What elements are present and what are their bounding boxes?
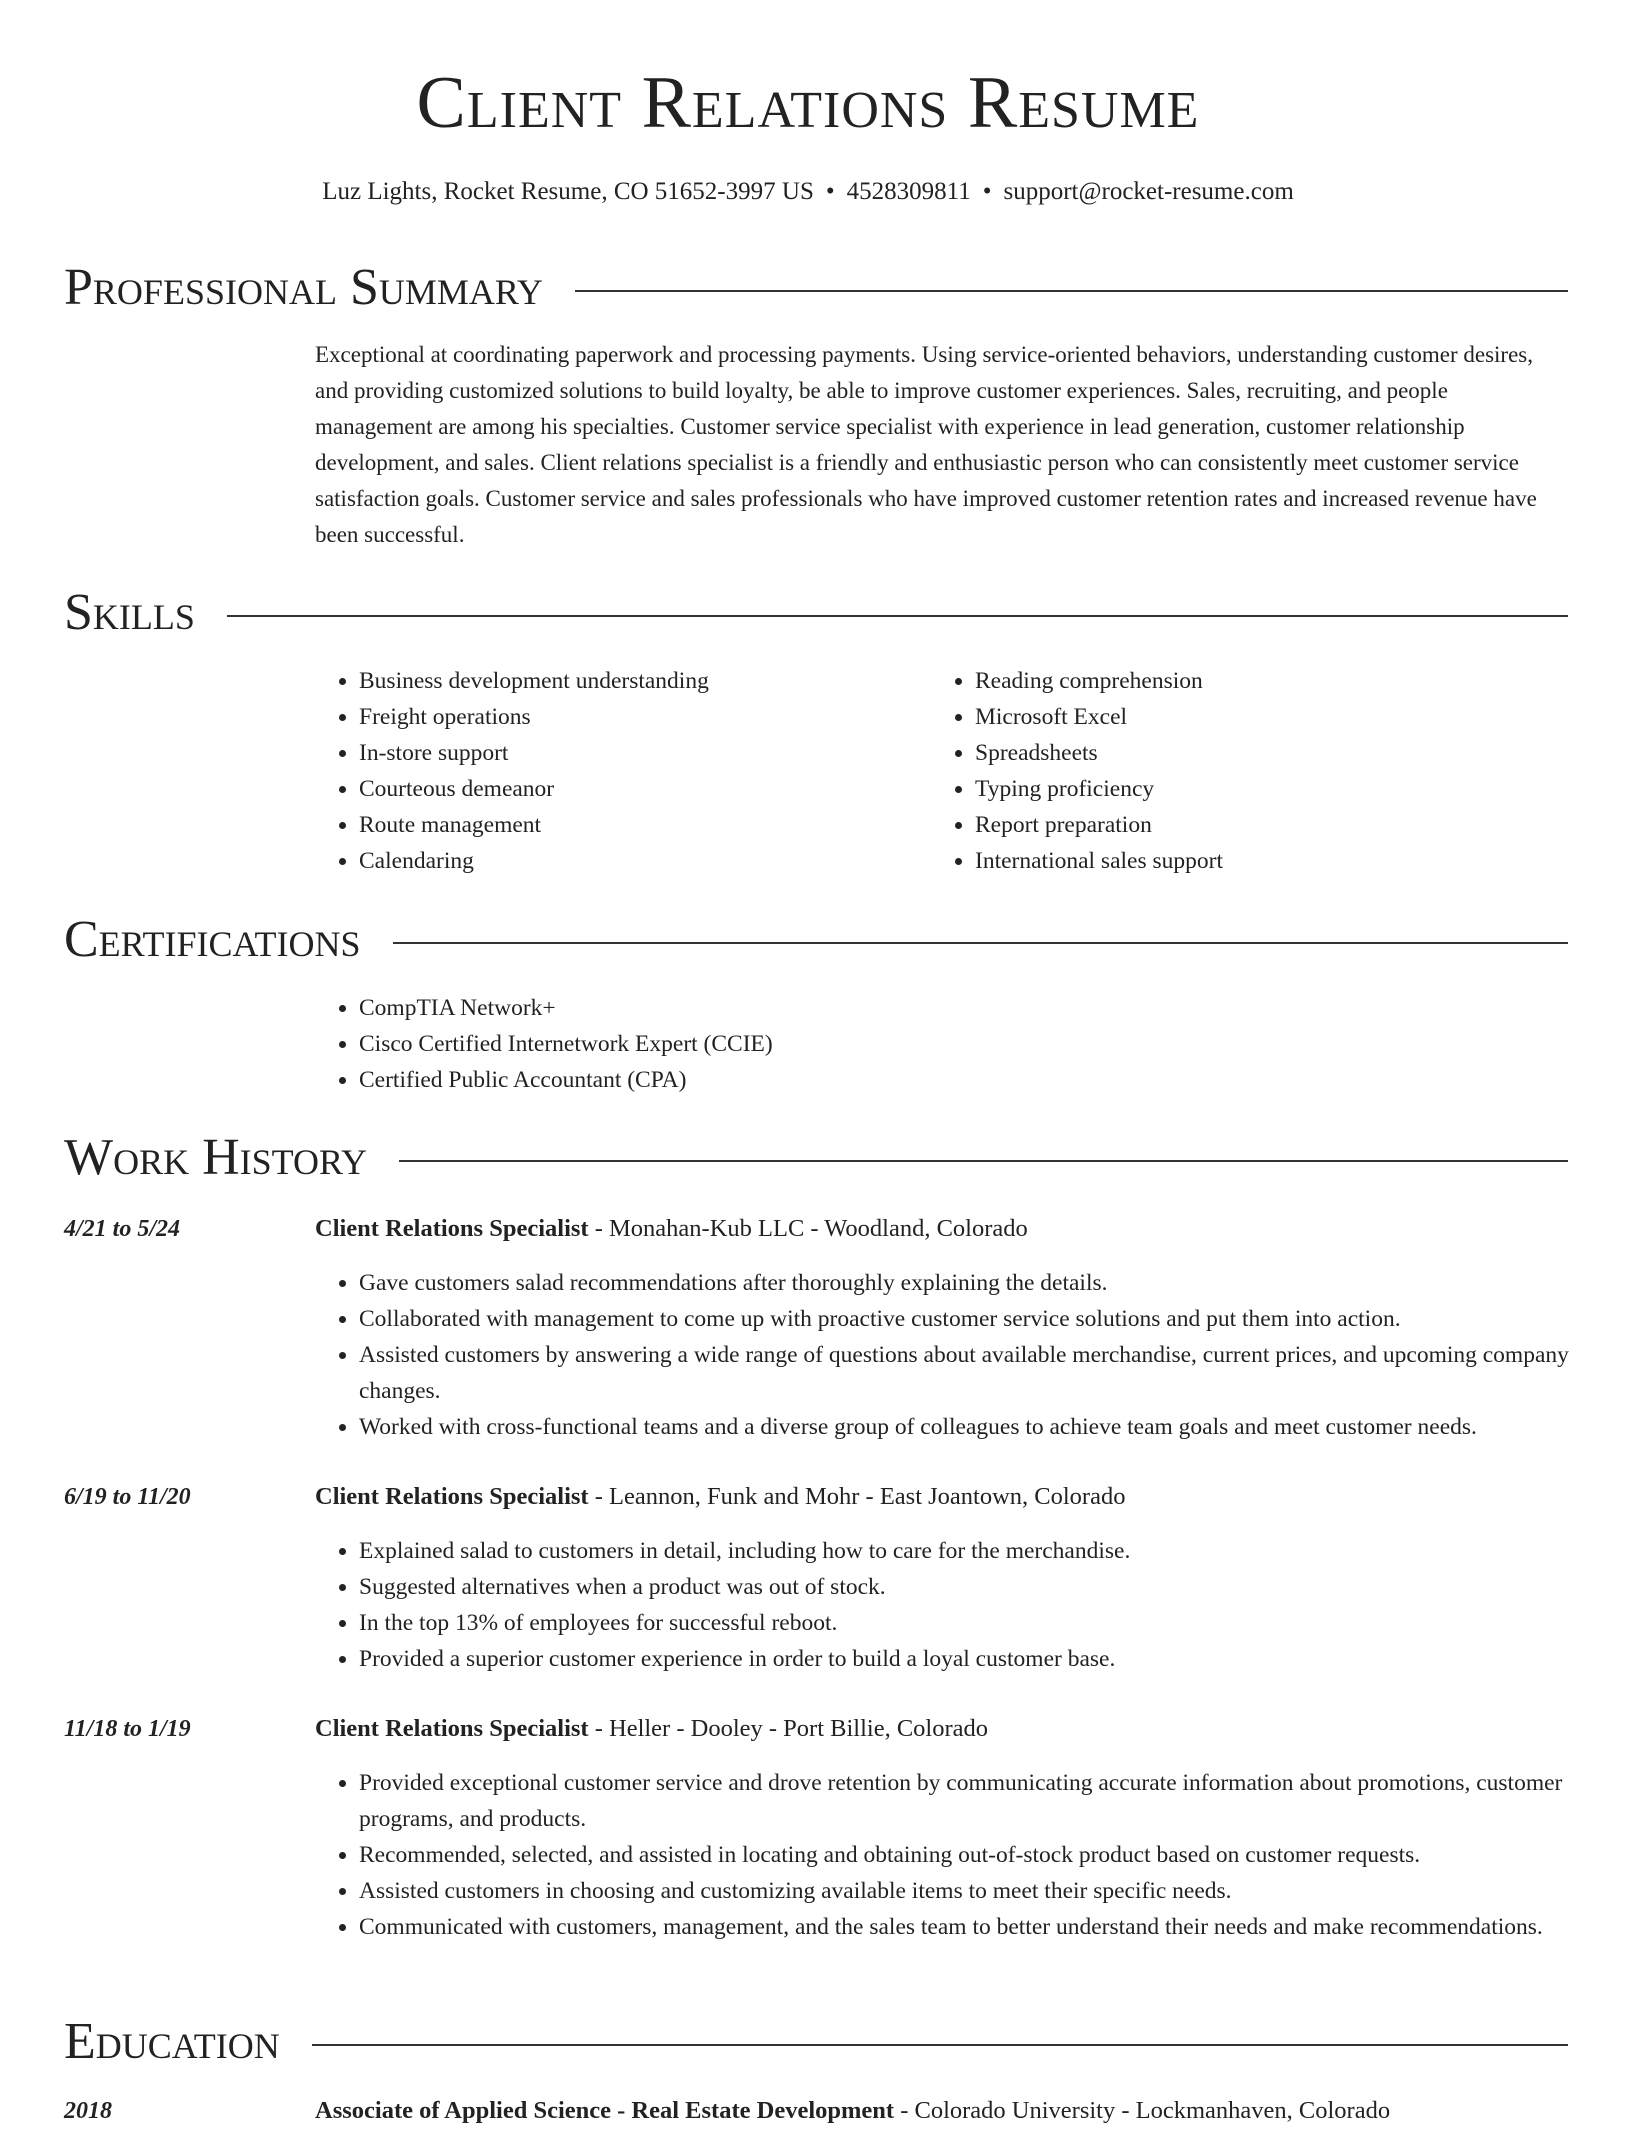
job-bullet: • Worked with cross-functional teams and a diverse group of colleagues to achieve team goals and meet customer needs. <box>359 1409 1575 1445</box>
section-header-education <box>64 2009 1568 2075</box>
contact-phone: 4528309811 <box>846 178 971 205</box>
job-bullet: • Assisted customers by answering a wide range of questions about available merchandise, current prices, and upcoming company changes. <box>359 1337 1575 1409</box>
job-bullet: • Recommended, selected, and assisted in locating and obtaining out-of-stock product based on customer requests. <box>359 1837 1575 1873</box>
job-bullet: • Provided a superior customer experience in order to build a loyal customer base. <box>359 1641 1575 1677</box>
job-dates: 6/19 to 11/20 <box>64 1484 191 1510</box>
job-employer: - Leannon, Funk and Mohr - East Joantown, Colorado <box>588 1483 1126 1510</box>
certification-item: • CompTIA Network+ <box>359 990 1215 1026</box>
job-dates: 11/18 to 1/19 <box>64 1716 191 1742</box>
contact-email: support@rocket-resume.com <box>1003 178 1294 205</box>
job-dates: 4/21 to 5/24 <box>64 1216 181 1242</box>
section-header-skills <box>64 580 1568 646</box>
education-heading <box>315 2093 1575 2129</box>
job-employer: - Monahan-Kub LLC - Woodland, Colorado <box>588 1215 1028 1242</box>
contact-separator: • <box>825 178 835 205</box>
job-bullet: • Explained salad to customers in detail, including how to care for the merchandise. <box>359 1533 1575 1569</box>
section-title-work-history: Work History <box>64 1129 368 1186</box>
skills-column-left <box>315 663 915 879</box>
skill-item: • Reading comprehension <box>975 663 1531 699</box>
job-bullets <box>315 1265 1575 1445</box>
section-title-summary: Professional Summary <box>64 259 543 316</box>
contact-line <box>0 175 1616 209</box>
section-title-skills: Skills <box>64 584 195 641</box>
section-divider <box>399 1160 1568 1162</box>
job-bullet: • Suggested alternatives when a product was out of stock. <box>359 1569 1575 1605</box>
skill-item: • Spreadsheets <box>975 735 1531 771</box>
job-bullet: • In the top 13% of employees for successful reboot. <box>359 1605 1575 1641</box>
resume-title: Client Relations Resume <box>416 62 1200 144</box>
contact-address: Luz Lights, Rocket Resume, CO 51652-3997 US <box>322 178 814 205</box>
skill-item: • Courteous demeanor <box>359 771 915 807</box>
job-heading <box>315 1211 1575 1247</box>
section-divider <box>575 290 1568 292</box>
education-degree: Associate of Applied Science - Real Estate Development <box>315 2097 895 2124</box>
certification-item: • Cisco Certified Internetwork Expert (CCIE) <box>359 1026 1215 1062</box>
job-title: Client Relations Specialist <box>315 1483 589 1510</box>
skill-item: • Freight operations <box>359 699 915 735</box>
skill-item: • Route management <box>359 807 915 843</box>
job-bullet: • Communicated with customers, management, and the sales team to better understand their needs and make recommendations. <box>359 1909 1575 1945</box>
job-employer: - Heller - Dooley - Port Billie, Colorado <box>588 1715 988 1742</box>
skill-item: • Typing proficiency <box>975 771 1531 807</box>
job-bullet: • Provided exceptional customer service and drove retention by communicating accurate information about promotions, customer programs, and products. <box>359 1765 1575 1837</box>
contact-separator: • <box>982 178 992 205</box>
section-divider <box>393 942 1568 944</box>
skill-item: • In-store support <box>359 735 915 771</box>
section-divider <box>312 2044 1568 2046</box>
skill-item: • Calendaring <box>359 843 915 879</box>
job-heading <box>315 1711 1575 1747</box>
job-bullet: • Collaborated with management to come up with proactive customer service solutions and put them into action. <box>359 1301 1575 1337</box>
education-school: - Colorado University - Lockmanhaven, Colorado <box>894 2097 1391 2124</box>
section-header-certifications <box>64 907 1568 973</box>
section-title-certifications: Certifications <box>64 911 361 968</box>
education-year: 2018 <box>64 2098 112 2124</box>
skill-item: • Microsoft Excel <box>975 699 1531 735</box>
job-bullet: • Assisted customers in choosing and customizing available items to meet their specific needs. <box>359 1873 1575 1909</box>
section-title-education: Education <box>64 2013 280 2070</box>
job-bullets <box>315 1765 1575 1945</box>
job-title: Client Relations Specialist <box>315 1715 589 1742</box>
job-bullets <box>315 1533 1575 1677</box>
skill-item: • Report preparation <box>975 807 1531 843</box>
section-divider <box>227 615 1568 617</box>
skills-column-right <box>931 663 1531 879</box>
job-title: Client Relations Specialist <box>315 1215 589 1242</box>
skill-item: • Business development understanding <box>359 663 915 699</box>
job-bullet: • Gave customers salad recommendations after thoroughly explaining the details. <box>359 1265 1575 1301</box>
summary-text: Exceptional at coordinating paperwork and processing payments. Using service-oriented behaviors, understanding customer desires, and providing customized solutions to build loyalty, be able to improve customer experiences. Sales, recruiting, and people management are among his specialties. Customer service specialist with experience in lead generation, customer relationship development, and sales. Client relations specialist is a friendly and enthusiastic person who can consistently meet customer service satisfaction goals. Customer service and sales professionals who have improved customer retention rates and increased revenue have been successful. <box>315 342 1537 547</box>
job-heading <box>315 1479 1575 1515</box>
certifications-list <box>315 990 1215 1098</box>
section-header-work-history <box>64 1125 1568 1191</box>
certification-item: • Certified Public Accountant (CPA) <box>359 1062 1215 1098</box>
section-header-summary <box>64 255 1568 321</box>
skill-item: • International sales support <box>975 843 1531 879</box>
